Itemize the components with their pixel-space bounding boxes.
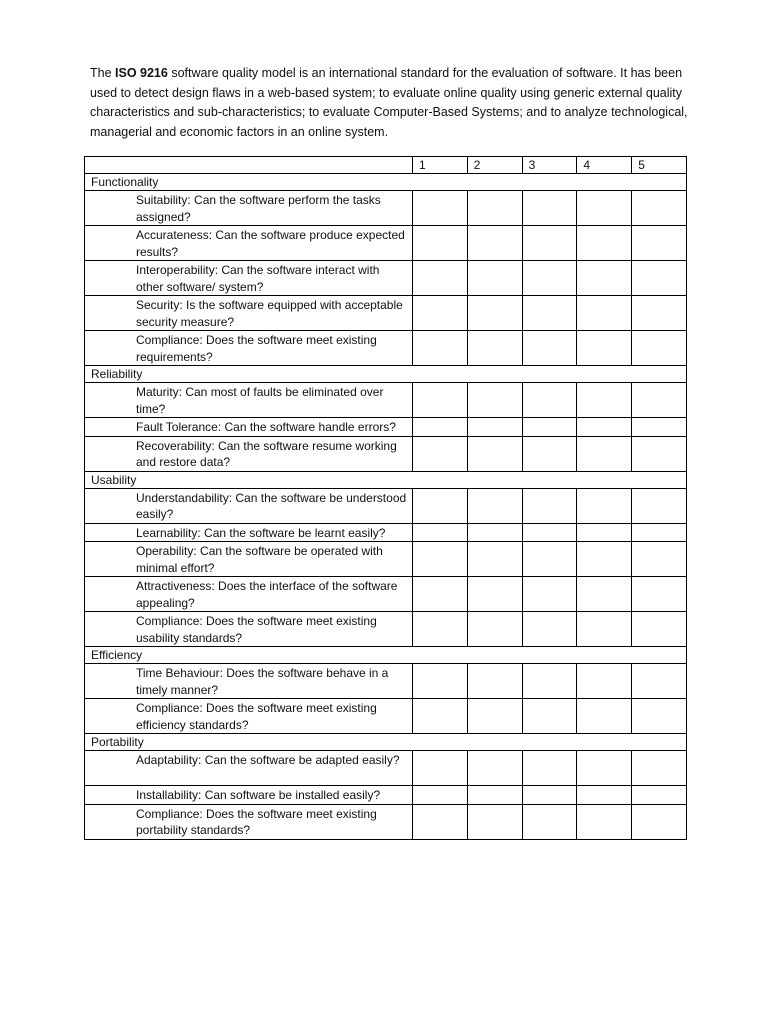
intro-paragraph — [90, 64, 690, 142]
rating-cell-2[interactable] — [467, 488, 522, 523]
table-row — [85, 226, 687, 261]
rating-cell-4[interactable] — [577, 418, 632, 437]
rating-cell-5[interactable] — [632, 296, 687, 331]
rating-cell-1[interactable] — [413, 523, 468, 542]
rating-cell-1[interactable] — [413, 261, 468, 296]
header-scale-3: 3 — [522, 157, 577, 174]
rating-cell-5[interactable] — [632, 699, 687, 734]
rating-cell-3[interactable] — [522, 418, 577, 437]
rating-cell-5[interactable] — [632, 612, 687, 647]
rating-cell-5[interactable] — [632, 261, 687, 296]
rating-cell-3[interactable] — [522, 664, 577, 699]
category-label: Reliability — [85, 366, 687, 383]
rating-cell-1[interactable] — [413, 383, 468, 418]
rating-cell-1[interactable] — [413, 751, 468, 786]
rating-cell-3[interactable] — [522, 191, 577, 226]
rating-cell-4[interactable] — [577, 191, 632, 226]
question-text: Compliance: Does the software meet existing usability standards? — [85, 612, 413, 647]
rating-cell-2[interactable] — [467, 612, 522, 647]
rating-cell-2[interactable] — [467, 523, 522, 542]
rating-cell-1[interactable] — [413, 191, 468, 226]
rating-cell-1[interactable] — [413, 488, 468, 523]
table-row — [85, 523, 687, 542]
intro-after: software quality model is an international standard for the evaluation of software. It has been used to detect design flaws in a web-based system; to evaluate online quality using generic external quality characteristics and sub-characteristics; to evaluate Computer-Based Systems; and to analyze technological, managerial and economic factors in an online system. — [90, 66, 688, 139]
rating-cell-5[interactable] — [632, 577, 687, 612]
category-label: Usability — [85, 471, 687, 488]
rating-cell-5[interactable] — [632, 226, 687, 261]
rating-cell-2[interactable] — [467, 296, 522, 331]
question-text: Compliance: Does the software meet existing portability standards? — [85, 804, 413, 839]
table-row — [85, 542, 687, 577]
rating-cell-3[interactable] — [522, 751, 577, 786]
rating-cell-1[interactable] — [413, 786, 468, 805]
rating-cell-3[interactable] — [522, 786, 577, 805]
table-row — [85, 191, 687, 226]
rating-cell-5[interactable] — [632, 418, 687, 437]
rating-cell-2[interactable] — [467, 804, 522, 839]
table-row — [85, 577, 687, 612]
question-text: Attractiveness: Does the interface of the software appealing? — [85, 577, 413, 612]
rating-cell-1[interactable] — [413, 296, 468, 331]
rating-cell-3[interactable] — [522, 383, 577, 418]
rating-cell-5[interactable] — [632, 383, 687, 418]
header-scale-1: 1 — [413, 157, 468, 174]
rating-cell-4[interactable] — [577, 436, 632, 471]
rating-cell-2[interactable] — [467, 261, 522, 296]
rating-cell-2[interactable] — [467, 542, 522, 577]
rating-cell-3[interactable] — [522, 577, 577, 612]
rating-cell-1[interactable] — [413, 542, 468, 577]
rating-cell-3[interactable] — [522, 296, 577, 331]
table-row — [85, 699, 687, 734]
rating-cell-1[interactable] — [413, 804, 468, 839]
category-label: Functionality — [85, 174, 687, 191]
rating-cell-4[interactable] — [577, 261, 632, 296]
rating-cell-4[interactable] — [577, 699, 632, 734]
rating-cell-5[interactable] — [632, 523, 687, 542]
rating-cell-1[interactable] — [413, 612, 468, 647]
rating-cell-4[interactable] — [577, 786, 632, 805]
table-row — [85, 261, 687, 296]
rating-cell-2[interactable] — [467, 191, 522, 226]
header-scale-4: 4 — [577, 157, 632, 174]
table-row — [85, 804, 687, 839]
rating-cell-3[interactable] — [522, 331, 577, 366]
rating-cell-2[interactable] — [467, 226, 522, 261]
rating-cell-4[interactable] — [577, 751, 632, 786]
rating-cell-3[interactable] — [522, 612, 577, 647]
rating-cell-3[interactable] — [522, 261, 577, 296]
question-text: Recoverability: Can the software resume working and restore data? — [85, 436, 413, 471]
category-row — [85, 174, 687, 191]
rating-cell-3[interactable] — [522, 699, 577, 734]
rating-cell-3[interactable] — [522, 226, 577, 261]
rating-cell-2[interactable] — [467, 664, 522, 699]
rating-cell-1[interactable] — [413, 418, 468, 437]
rating-cell-2[interactable] — [467, 418, 522, 437]
rating-cell-5[interactable] — [632, 191, 687, 226]
rating-cell-4[interactable] — [577, 664, 632, 699]
rating-cell-3[interactable] — [522, 488, 577, 523]
rating-cell-4[interactable] — [577, 331, 632, 366]
table-row — [85, 751, 687, 786]
rating-cell-1[interactable] — [413, 226, 468, 261]
table-row — [85, 383, 687, 418]
rating-cell-5[interactable] — [632, 664, 687, 699]
rating-cell-4[interactable] — [577, 804, 632, 839]
question-text: Fault Tolerance: Can the software handle errors? — [85, 418, 413, 437]
question-text: Compliance: Does the software meet existing requirements? — [85, 331, 413, 366]
rating-cell-5[interactable] — [632, 436, 687, 471]
question-text: Accurateness: Can the software produce expected results? — [85, 226, 413, 261]
category-row — [85, 734, 687, 751]
question-text: Adaptability: Can the software be adapted easily? — [85, 751, 413, 786]
question-text: Security: Is the software equipped with acceptable security measure? — [85, 296, 413, 331]
rating-cell-2[interactable] — [467, 699, 522, 734]
question-text: Suitability: Can the software perform the tasks assigned? — [85, 191, 413, 226]
rating-cell-4[interactable] — [577, 577, 632, 612]
rating-cell-1[interactable] — [413, 664, 468, 699]
rating-cell-5[interactable] — [632, 488, 687, 523]
rating-cell-2[interactable] — [467, 786, 522, 805]
table-row — [85, 418, 687, 437]
table-header-row — [85, 157, 687, 174]
rating-cell-5[interactable] — [632, 542, 687, 577]
rating-cell-5[interactable] — [632, 786, 687, 805]
table-row — [85, 436, 687, 471]
table-body — [85, 174, 687, 840]
rating-cell-1[interactable] — [413, 436, 468, 471]
quality-rating-table — [84, 156, 687, 840]
table-row — [85, 296, 687, 331]
header-scale-2: 2 — [467, 157, 522, 174]
header-scale-5: 5 — [632, 157, 687, 174]
rating-cell-2[interactable] — [467, 331, 522, 366]
rating-cell-3[interactable] — [522, 804, 577, 839]
question-text: Operability: Can the software be operated with minimal effort? — [85, 542, 413, 577]
table-row — [85, 664, 687, 699]
rating-cell-4[interactable] — [577, 542, 632, 577]
question-text: Learnability: Can the software be learnt easily? — [85, 523, 413, 542]
rating-cell-2[interactable] — [467, 751, 522, 786]
question-text: Compliance: Does the software meet existing efficiency standards? — [85, 699, 413, 734]
category-row — [85, 647, 687, 664]
rating-cell-4[interactable] — [577, 612, 632, 647]
intro-standard-name: ISO 9216 — [115, 66, 168, 80]
question-text: Time Behaviour: Does the software behave in a timely manner? — [85, 664, 413, 699]
rating-cell-1[interactable] — [413, 699, 468, 734]
rating-cell-5[interactable] — [632, 804, 687, 839]
question-text: Interoperability: Can the software interact with other software/ system? — [85, 261, 413, 296]
rating-cell-4[interactable] — [577, 383, 632, 418]
rating-cell-3[interactable] — [522, 436, 577, 471]
rating-cell-5[interactable] — [632, 751, 687, 786]
rating-cell-2[interactable] — [467, 577, 522, 612]
category-label: Efficiency — [85, 647, 687, 664]
category-row — [85, 366, 687, 383]
rating-cell-4[interactable] — [577, 523, 632, 542]
table-row — [85, 786, 687, 805]
rating-cell-3[interactable] — [522, 542, 577, 577]
rating-cell-4[interactable] — [577, 226, 632, 261]
table-row — [85, 331, 687, 366]
rating-cell-1[interactable] — [413, 577, 468, 612]
rating-cell-2[interactable] — [467, 383, 522, 418]
rating-cell-4[interactable] — [577, 488, 632, 523]
rating-cell-3[interactable] — [522, 523, 577, 542]
rating-cell-4[interactable] — [577, 296, 632, 331]
table-row — [85, 612, 687, 647]
question-text: Understandability: Can the software be understood easily? — [85, 488, 413, 523]
header-corner-cell — [85, 157, 413, 174]
rating-cell-2[interactable] — [467, 436, 522, 471]
table-row — [85, 488, 687, 523]
question-text: Maturity: Can most of faults be eliminated over time? — [85, 383, 413, 418]
category-label: Portability — [85, 734, 687, 751]
intro-before: The — [90, 66, 116, 80]
rating-cell-5[interactable] — [632, 331, 687, 366]
rating-cell-1[interactable] — [413, 331, 468, 366]
category-row — [85, 471, 687, 488]
question-text: Installability: Can software be installed easily? — [85, 786, 413, 805]
